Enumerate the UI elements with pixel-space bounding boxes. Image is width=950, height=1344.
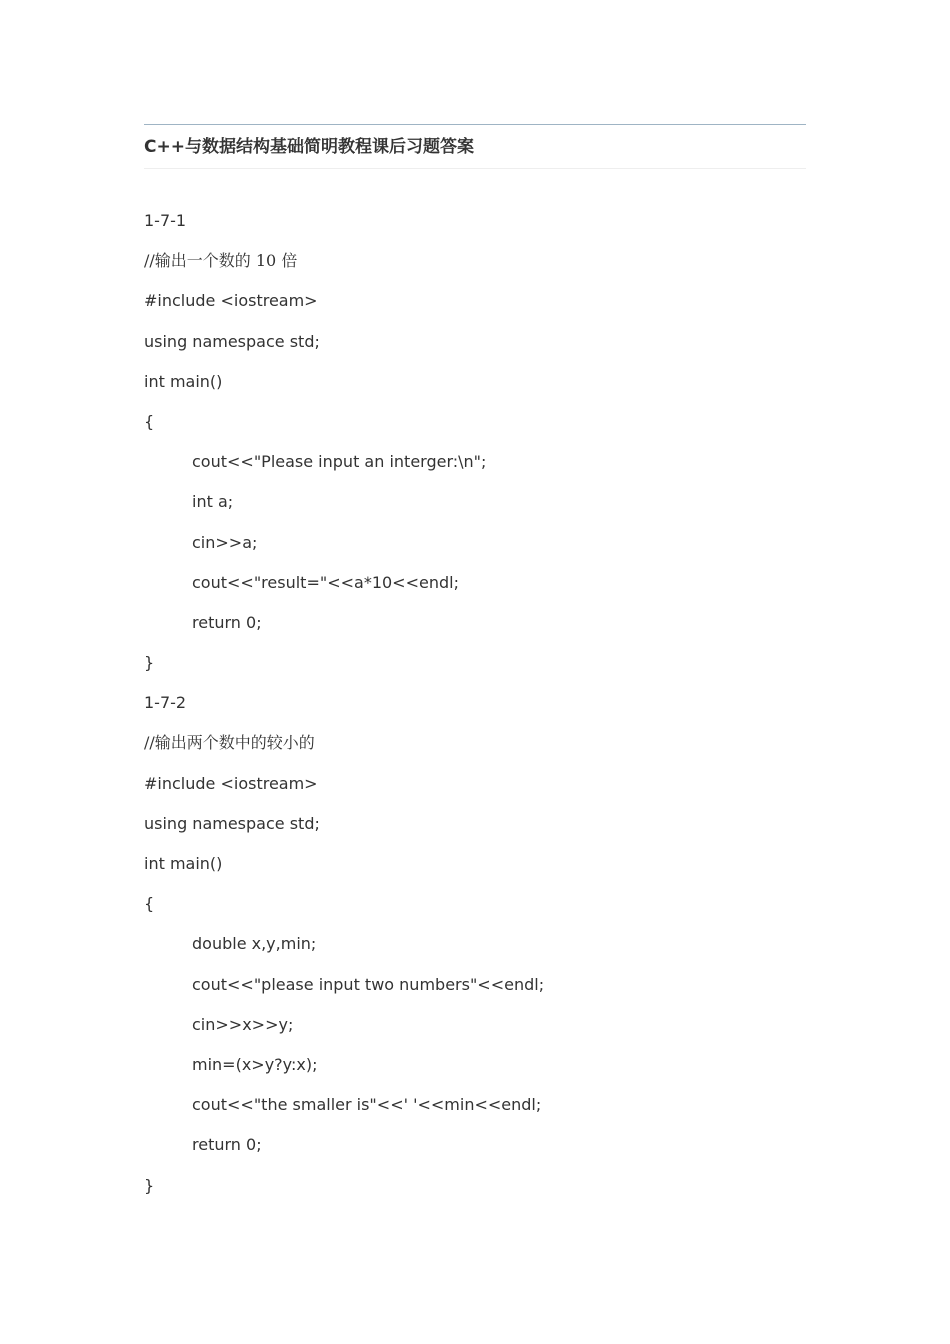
code-line: int a; (192, 492, 234, 512)
title-divider (144, 168, 806, 169)
code-line: } (144, 653, 155, 673)
code-line: double x,y,min; (192, 934, 317, 954)
code-line: 1-7-1 (144, 211, 187, 230)
code-line: return 0; (192, 612, 262, 632)
code-line: using namespace std; (144, 331, 320, 351)
code-line: #include <iostream> (144, 773, 318, 793)
code-line: min=(x>y?y:x); (192, 1054, 318, 1074)
code-line: } (144, 1175, 155, 1195)
top-divider (144, 124, 806, 125)
code-line: 1-7-2 (144, 693, 187, 713)
code-line: #include <iostream> (144, 291, 318, 311)
document-title: C++与数据结构基础简明教程课后习题答案 (144, 137, 474, 157)
code-listing (144, 201, 806, 1206)
code-line: { (144, 411, 155, 431)
code-line: return 0; (192, 1135, 262, 1155)
code-line: cout<<"please input two numbers"<<endl; (192, 974, 545, 994)
code-comment-line: //输出一个数的 10 倍 (144, 251, 298, 271)
code-line: using namespace std; (144, 813, 320, 833)
code-line: int main() (144, 854, 223, 873)
code-line: int main() (144, 371, 223, 391)
code-line: cout<<"the smaller is"<<' '<<min<<endl; (192, 1095, 542, 1115)
code-line: cin>>x>>y; (192, 1014, 294, 1034)
code-line: cout<<"Please input an interger:\n"; (192, 452, 487, 472)
code-line: cin>>a; (192, 532, 258, 552)
code-line: cout<<"result="<<a*10<<endl; (192, 572, 459, 592)
code-comment-line: //输出两个数中的较小的 (144, 733, 315, 753)
code-line: { (144, 894, 155, 914)
